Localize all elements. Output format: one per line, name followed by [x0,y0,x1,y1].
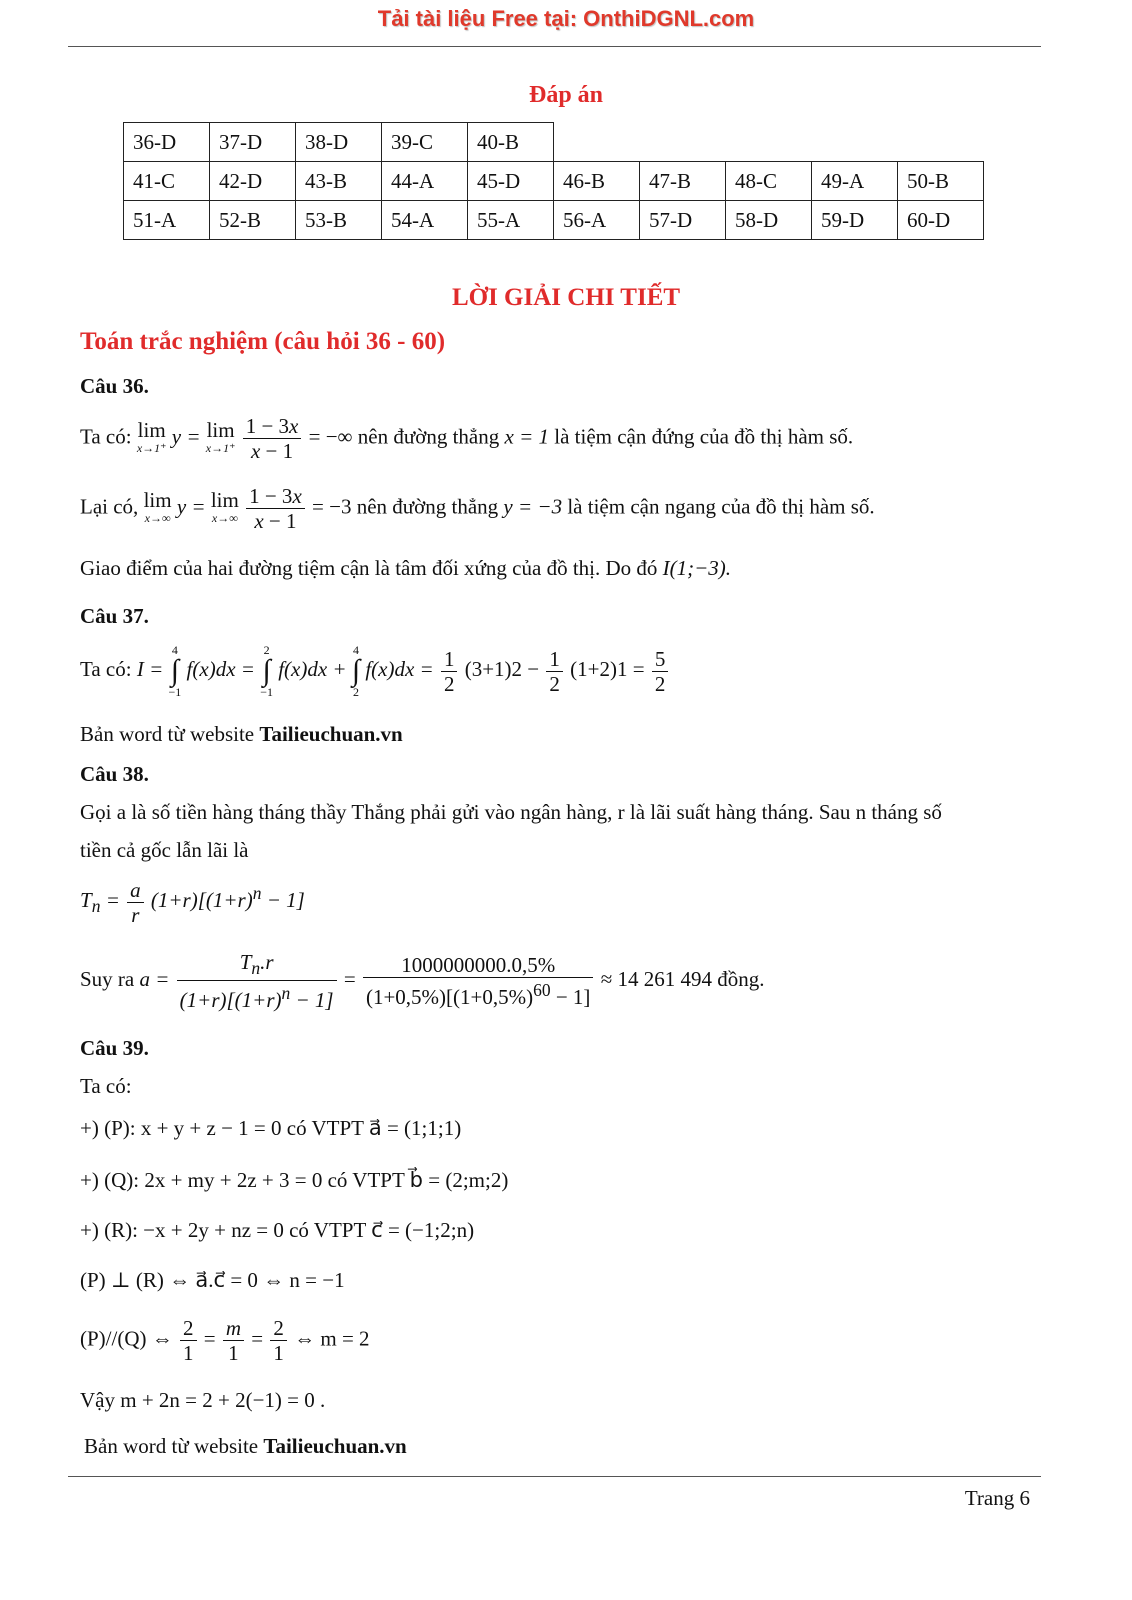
empty-cell [812,123,898,162]
answer-cell: 55-A [468,201,554,240]
fraction: $\frac{1}{2}$ [441,647,458,696]
empty-cell [726,123,812,162]
answer-cell: 42-D [210,162,296,201]
answer-cell: 36-D [124,123,210,162]
answer-cell: 47-B [640,162,726,201]
fraction: $\frac{2}{1}$ [270,1316,287,1365]
q38-para-1: Gọi a là số tiền hàng tháng thầy Thắng phải gửi vào ngân hàng, r là lãi suất hàng tháng. Sau n tháng số [80,800,942,824]
answer-cell: 40-B [468,123,554,162]
question-38-label: Câu 38. [80,762,149,786]
q39-plane-q: +) (Q): 2x + my + 2z + 3 = 0 có VTPT b⃗ = (2;m;2) [80,1168,509,1192]
answer-cell: 56-A [554,201,640,240]
section-heading: Toán trắc nghiệm (câu hỏi 36 - 60) [80,328,446,355]
q39-conclusion: Vậy m + 2n = 2 + 2(−1) = 0 . [80,1388,326,1412]
q36-line-2: Lại có, lim x→∞ y = lim x→∞ $\frac{1 - 3x}{x - 1}$ = −3 nên đường thẳng y = −3 là tiệm cận ngang của đồ thị hàm số. [80,484,875,533]
q38-para-2: tiền cả gốc lẫn lãi là [80,838,249,862]
limit-expr: lim x→∞ [210,487,239,525]
answer-cell: 53-B [296,201,382,240]
answer-cell: 59-D [812,201,898,240]
answer-cell: 58-D [726,201,812,240]
watermark-footer: Bản word từ website Tailieuchuan.vn [84,1434,407,1458]
q38-formula: $T_n$ = $\frac{a}{r}$ $(1+r)[(1+r)^n - 1]$ [80,878,305,927]
empty-cell [640,123,726,162]
limit-expr: lim x→∞ [143,487,172,525]
question-39-label: Câu 39. [80,1036,149,1060]
answer-cell: 45-D [468,162,554,201]
fraction: $\frac{2}{1}$ [180,1316,197,1365]
empty-cell [554,123,640,162]
answer-cell: 41-C [124,162,210,201]
answer-cell: 38-D [296,123,382,162]
q39-plane-p: +) (P): x + y + z − 1 = 0 có VTPT a⃗ = (1;1;1) [80,1116,462,1140]
answer-cell: 51-A [124,201,210,240]
answer-cell: 44-A [382,162,468,201]
fraction: $\frac{a}{r}$ [127,878,144,927]
answers-title: Đáp án [528,82,604,108]
empty-cell [898,123,984,162]
question-36-label: Câu 36. [80,374,149,398]
answer-cell: 48-C [726,162,812,201]
answer-table [123,122,984,240]
q38-result: Suy ra a = $\frac{T_n.r}{(1+r)[(1+r)^n - 1]}$ = $\frac{1000000000.0,5\%}{(1+0,5\%)[(1+0,5\%)^{60} - 1]}$ ≈ 14 261 494 đồng. [80,950,765,1013]
watermark-line: Bản word từ website Tailieuchuan.vn [80,722,403,746]
answer-cell: 49-A [812,162,898,201]
limit-expr: lim x→1⁺ [205,417,236,455]
header-rule [68,46,1041,47]
fraction: $\frac{1 - 3x}{x - 1}$ [246,484,305,533]
q39-perpendicular: (P) ⊥ (R) ⇔ a⃗.c⃗ = 0 ⇔ n = −1 [80,1268,345,1292]
q39-intro: Ta có: [80,1074,132,1098]
footer-rule [68,1476,1041,1477]
fraction: $\frac{m}{1}$ [223,1316,244,1365]
page-number: Trang 6 [964,1486,1030,1510]
header-link[interactable]: Tải tài liệu Free tại: OnthiDGNL.com [377,6,755,31]
answer-cell: 60-D [898,201,984,240]
question-37-label: Câu 37. [80,604,149,628]
answer-cell: 46-B [554,162,640,201]
limit-expr: lim x→1⁺ [136,417,167,455]
table-row [124,123,984,162]
fraction: $\frac{1 - 3x}{x - 1}$ [243,414,302,463]
q37-line-1: Ta có: I = 4 ∫ −1 f(x)dx = 2 ∫ −1 f(x)dx + 4 ∫ 2 f(x)dx = $\frac{1}{2}$ (3+1)2 − $\frac{1}{2}$ (1+2)1 = $\frac{5}{2}$ [80,644,670,698]
q36-line-3: Giao điểm của hai đường tiệm cận là tâm đối xứng của đồ thị. Do đó I(1;−3). [80,556,732,580]
q39-plane-r: +) (R): −x + 2y + nz = 0 có VTPT c⃗ = (−1;2;n) [80,1218,475,1242]
integral-sign: 4 ∫ 2 [351,643,361,699]
answer-cell: 43-B [296,162,382,201]
q39-parallel: (P)//(Q) ⇔ $\frac{2}{1}$ = $\frac{m}{1}$ = $\frac{2}{1}$ ⇔ m = 2 [80,1316,370,1365]
table-row [124,201,984,240]
answer-cell: 39-C [382,123,468,162]
fraction: $\frac{T_n.r}{(1+r)[(1+r)^n - 1]}$ [177,950,337,1012]
q36-line-1: Ta có: lim x→1⁺ y = lim x→1⁺ $\frac{1 - 3x}{x - 1}$ = −∞ nên đường thẳng x = 1 là tiệm cận đứng của đồ thị hàm số. [80,414,854,463]
fraction: $\frac{5}{2}$ [652,647,669,696]
solution-title: LỜI GIẢI CHI TIẾT [451,284,681,311]
fraction: $\frac{1}{2}$ [546,647,563,696]
answer-cell: 54-A [382,201,468,240]
answer-cell: 50-B [898,162,984,201]
table-row [124,162,984,201]
answer-cell: 52-B [210,201,296,240]
integral-sign: 2 ∫ −1 [260,643,273,699]
integral-sign: 4 ∫ −1 [168,643,182,699]
answer-cell: 37-D [210,123,296,162]
answer-cell: 57-D [640,201,726,240]
fraction: $\frac{1000000000.0,5\%}{(1+0,5\%)[(1+0,5\%)^{60} - 1]}$ [363,953,593,1009]
